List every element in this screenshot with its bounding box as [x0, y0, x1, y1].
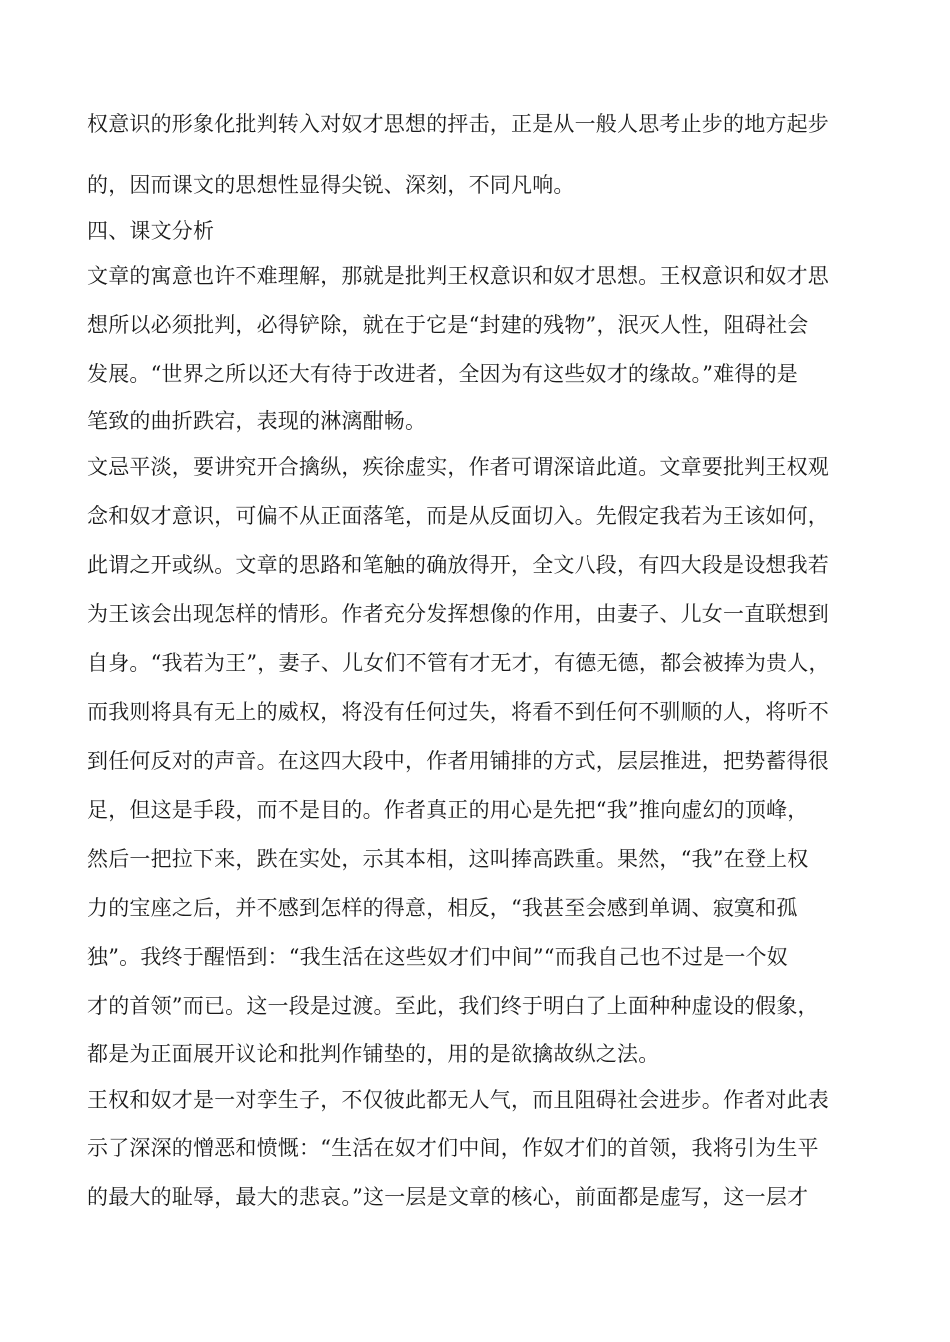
text-line: 发展。“世界之所以还大有待于改进者，全因为有这些奴才的缘故。”难得的是	[87, 362, 798, 386]
text-line: 都是为正面展开议论和批判作铺垫的，用的是欲擒故纵之法。	[87, 1042, 660, 1066]
text-line: 想所以必须批判，必得铲除，就在于它是“封建的残物”，泯灭人性，阻碍社会	[87, 313, 809, 337]
text-line: 的，因而课文的思想性显得尖锐、深刻，不同凡响。	[87, 173, 575, 197]
text-line: 文忌平淡，要讲究开合擒纵，疾徐虚实，作者可谓深谙此道。文章要批判王权观	[87, 455, 829, 479]
text-line: 权意识的形象化批判转入对奴才思想的抨击，正是从一般人思考止步的地方起步	[87, 112, 829, 136]
text-line: 文章的寓意也许不难理解，那就是批判王权意识和奴才思想。王权意识和奴才思	[87, 264, 829, 288]
text-line: 为王该会出现怎样的情形。作者充分发挥想像的作用，由妻子、儿女一直联想到	[87, 602, 829, 626]
text-line: 力的宝座之后，并不感到怎样的得意，相反，“我甚至会感到单调、寂寞和孤	[87, 896, 798, 920]
text-line: 王权和奴才是一对孪生子，不仅彼此都无人气，而且阻碍社会进步。作者对此表	[87, 1088, 829, 1112]
text-line: 笔致的曲折跌宕，表现的淋漓酣畅。	[87, 409, 427, 433]
text-line: 独”。我终于醒悟到：“我生活在这些奴才们中间”“而我自己也不过是一个奴	[87, 945, 788, 969]
text-line: 足，但这是手段，而不是目的。作者真正的用心是先把“我”推向虚幻的顶峰，	[87, 798, 809, 822]
text-line: 自身。“我若为王”，妻子、儿女们不管有才无才，有德无德，都会被捧为贵人，	[87, 651, 830, 675]
section-heading: 四、课文分析	[87, 219, 215, 243]
text-line: 而我则将具有无上的威权，将没有任何过失，将看不到任何不驯顺的人，将听不	[87, 700, 829, 724]
text-line: 示了深深的憎恶和愤慨：“生活在奴才们中间，作奴才们的首领，我将引为生平	[87, 1136, 819, 1160]
text-line: 的最大的耻辱，最大的悲哀。”这一层是文章的核心，前面都是虚写，这一层才	[87, 1185, 809, 1209]
text-line: 到任何反对的声音。在这四大段中，作者用铺排的方式，层层推进，把势蓄得很	[87, 749, 829, 773]
text-line: 念和奴才意识，可偏不从正面落笔，而是从反面切入。先假定我若为王该如何，	[87, 504, 829, 528]
text-line: 才的首领”而已。这一段是过渡。至此，我们终于明白了上面种种虚设的假象，	[87, 994, 819, 1018]
text-line: 此谓之开或纵。文章的思路和笔触的确放得开，全文八段，有四大段是设想我若	[87, 553, 829, 577]
text-line: 然后一把拉下来，跌在实处，示其本相，这叫捧高跌重。果然，“我”在登上权	[87, 847, 809, 871]
